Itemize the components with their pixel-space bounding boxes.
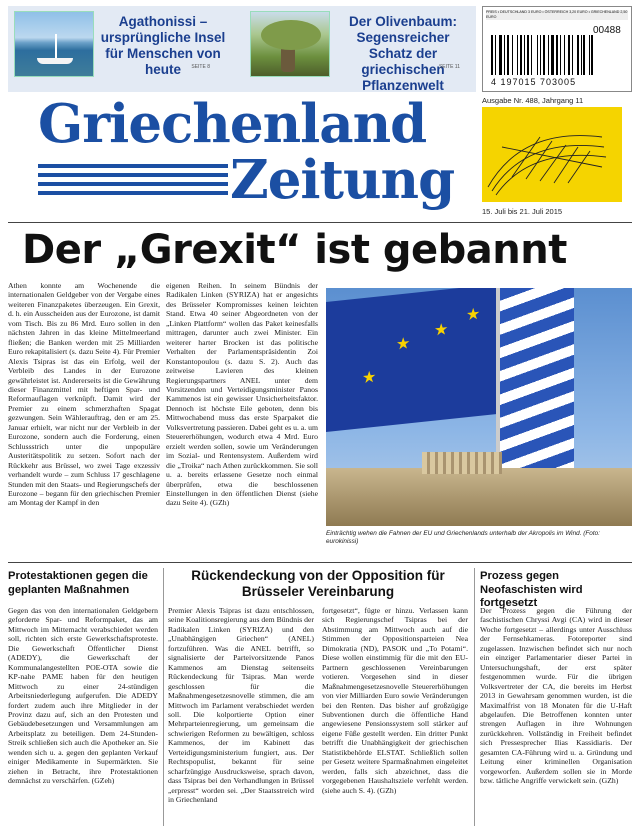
greek-flag xyxy=(500,288,574,488)
issue-number: Ausgabe Nr. 488, Jahrgang 11 xyxy=(482,96,584,105)
barcode-bar xyxy=(537,35,538,75)
photo-caption: Einträchtig wehen die Fahnen der EU und Griechenlands unterhalb der Akropolis im Wind. (Foto: eurokinissi) xyxy=(326,530,600,545)
barcode-top-number: 00488 xyxy=(593,25,621,36)
barcode-bar xyxy=(568,35,570,75)
teaser-title-olive[interactable]: Der Olivenbaum: Segensreicher Schatz der griechischen Pflanzenwelt xyxy=(348,14,458,93)
masthead-griechenland: Griechenland xyxy=(38,93,427,155)
barcode-box xyxy=(482,6,632,92)
barcode-bar xyxy=(527,35,529,75)
barcode-bars xyxy=(491,35,627,75)
acropolis xyxy=(326,468,632,526)
masthead-zeitung: Zeitung xyxy=(230,149,455,211)
eu-flag xyxy=(326,288,516,432)
barcode-bar xyxy=(520,35,522,75)
column-divider xyxy=(163,568,164,826)
barcode-bar xyxy=(531,35,532,75)
masthead-stripe-4 xyxy=(38,191,228,195)
barcode-bar xyxy=(524,35,525,75)
barcode-digits: 4 197015 703005 xyxy=(491,77,577,87)
masthead-stripe-2 xyxy=(38,173,228,177)
issue-date: 15. Juli bis 21. Juli 2015 xyxy=(482,207,563,216)
barcode-bar xyxy=(540,35,541,75)
barcode-bar xyxy=(491,35,493,75)
barcode-bar xyxy=(551,35,554,75)
teaser-ref-olive: SEITE 11 xyxy=(438,64,460,70)
lead-col-2 xyxy=(166,281,318,561)
story-headline-opposition[interactable]: Rückendeckung von der Opposition für Brüsseler Vereinbarung xyxy=(191,568,445,599)
island-photo[interactable] xyxy=(14,11,94,77)
lead-text-1: Athen konnte am Wochenende die internationalen Geldgeber von der Vergabe eines weiteren Finanzpaketes überzeugen. Ein Grexit, d. h. ein Ausscheiden aus der Eurozone, ist damit vom Tisch. Bis zu 86 Mrd. Euro sollen in den nächsten Jahren in das kleine Mittelmeerland fließen; die Banken werden mit 25 Milliarden Euro rekapitalisiert (s. dazu Seite 4). Für Premier Alexis Tsipras ist das ein Erfolg, weil der Verbleib des Landes in der Eurozone gewährleistet ist. Andererseits ist die Gewährung dieser Finanzmittel mit heftigen Spar- und Reformauflagen verknüpft. Damit wird der Premier zu einem schmerzhaften Spagat gezwungen. Sein Wählerauftrag, den er am 25. Januar erhielt, war nicht nur der Verbleib in der Eurozone, sondern auch die Forderung, einen Schlussstrich unter die unpopuläre Austeritätspolitik zu setzen. Sofort nach der Rückkehr aus Brüssel, wo zwei Tage exzessiv verhandelt wurde – zum Schluss 17 geschlagene Stunden mit den Staats- und Regierungschefs der Eurozone – begann für den griechischen Premier am Montag der Kampf in den xyxy=(8,281,160,508)
main-headline[interactable]: Der „Grexit“ ist gebannt xyxy=(22,227,567,273)
barcode-bar xyxy=(499,35,502,75)
barcode-bar xyxy=(548,35,549,75)
barcode-bar xyxy=(589,35,590,75)
barcode-bar xyxy=(583,35,585,75)
masthead-rule xyxy=(8,222,632,223)
column-divider xyxy=(474,568,475,826)
barcode-bar xyxy=(504,35,505,75)
story-text-trial: Der Prozess gegen die Führung der faschistischen Chryssi Avgi (CA) wird in dieser Woche fortgesetzt – allerdings unter Ausschluss der Fernsehkameras. Fotoreporter sind zugelassen. Inzwischen befindet sich nur noch ein einziger Parlamentarier dieser Partei in Untersuchungshaft, der erst später festgenommen wurde. Für die übrigen Volksvertreter der CA, die bereits im Herbst 2013 in Gewahrsam genommen wurden, ist die Maximalfrist von 18 Monaten für die U-Haft abgelaufen. Die Betroffenen konnten unter strengen Auflagen in ihre Wohnungen zurückkehren. Vollständig in Freiheit befindet sich Pressesprecher Ilias Kassidiaris. Der gesamten CA-Führung wird u. a. Gründung und Leitung einer kriminellen Organisation vorgeworfen. Außerdem sollen sie in Morde bzw. tätliche Angriffe verwickelt sein. (GZh) xyxy=(480,606,632,786)
logo-arc-icon xyxy=(482,107,622,202)
barcode-bar xyxy=(512,35,513,75)
section-rule xyxy=(8,562,632,563)
barcode-bar xyxy=(543,35,545,75)
lead-col-1 xyxy=(8,281,160,561)
barcode-bar xyxy=(560,35,561,75)
price-line: PREIS • DEUTSCHLAND 3 EURO • ÖSTERREICH 3,20 EURO • GRIECHENLAND 2,50 EURO xyxy=(486,10,628,19)
barcode-bar xyxy=(591,35,593,75)
story-headline-protest[interactable]: Protestaktionen gegen die geplanten Maßnahmen xyxy=(8,570,148,596)
star-icon: ★ xyxy=(362,368,377,388)
star-icon: ★ xyxy=(396,335,411,354)
barcode-bar xyxy=(507,35,509,75)
teaser-title-island[interactable]: Agathonissi – ursprüngliche Insel für Menschen von heute xyxy=(100,14,226,77)
olive-tree-photo[interactable] xyxy=(250,11,330,77)
star-icon: ★ xyxy=(434,321,449,340)
barcode-bar xyxy=(556,35,558,75)
barcode-bar xyxy=(577,35,579,75)
story-text-opposition-2: fortgesetzt“, fügte er hinzu. Verlassen kann sich Regierungschef Tsipras bei der Abstimmung am Mittwoch auch auf die Stimmen der Oppositionsparteien Nea Dimokratia (ND), PASOK und „To Potami“. Diese wollen einstimmig für die mit den EU-Partnern geschlossenen Vereinbarungen votieren. Vorgesehen sind in dieser Maßnahmengesetzesnovelle Steuererhöhungen von vier Milliarden Euro sowie Veränderungen bei den Renten. Das bisher auf großzügige Subventionen durch die öffentliche Hand angewiesene Pensionssystem soll stärker auf eigene Füße gestellt werden. Ein dritter Punkt betrifft die Unabhängigkeit der griechischen Statistikbehörde ELSTAT. Schließlich sollen per Gesetz weitere Sparmaßnahmen eingeleitet werden, falls sich abzeichnet, dass die vorgegebenen Haushaltsziele verfehlt werden. (siehe auch S. 4). (GZh) xyxy=(322,606,468,795)
barcode-bar xyxy=(517,35,518,75)
star-icon: ★ xyxy=(466,305,481,325)
flags-photo[interactable] xyxy=(326,288,632,526)
teaser-ref-island: SEITE 8 xyxy=(191,64,210,70)
masthead-stripe-3 xyxy=(38,182,228,186)
story-text-protest: Gegen das von den internationalen Geldgebern geforderte Spar- und Reformpaket, das am Mittwoch im Mittemacht verabschiedet werden soll, richten sich erste Gewerkschaftsproteste. Die Gewerkschaft Öffentlicher Dienst (ADEDY), die Gewerkschaft der Kommunalangestellten POE-OTA sowie die KP-nahe PAME haben für den heutigen Mittwoch zu einer 24-stündigen Arbeitsniederlegung aufgerufen. Die ADEDY fordert zudem auch ihre Mitglieder in der Provinz dazu auf, sich an den Protesten und Gebäudebesetzungen und Versammlungen am Arbeitsplatz zu beteiligen. Dem 24-Stunden-Streik schließen sich auch die Apotheker an. Sie wenden sich u. a. gegen den geplanten Verkauf einiger Medikamente in Supermärkten. Sie ziehen in Betracht, ihre Protestaktionen demnächst zu verschärfen. (GZeh) xyxy=(8,606,158,786)
story-headline-trial[interactable]: Prozess gegen Neofaschisten wird fortgesetzt xyxy=(480,570,583,609)
story-text-opposition-1: Premier Alexis Tsipras ist dazu entschlossen, seine Koalitionsregierung aus dem Bündnis der Radikalen Linken (SYRIZA) und den „Unabhängigen Griechen“ (ANEL) fortzuführen. Was die ANEL betrifft, so signalisierte der Parteivorsitzende Panos Kammenos am Dienstag seitenseits Rückendeckung für Tsipras. Man werde geschlossen für die Maßnahmengesetzesnovelle stimmen, die am Mittwoch im Parlament verabschiedet werden soll. Die kolportierte Option einer Mehrparteienregierung, um gemeinsam die schwierigen Reformen zu bewältigen, schloss Kammenos, der im Kabinett das Verteidigungsministerium fungiert, aus. Der Rechtspopulist, bekannt für seine scharfzüngige Ausdrucksweise, sprach davon, dass Tsipras bei den Verhandlungen in Brüssel „erpresst“ worden sei. „Der Staatsstreich wird in Griechenland xyxy=(168,606,314,805)
masthead-stripe-1 xyxy=(38,164,228,168)
barcode-bar xyxy=(564,35,565,75)
lead-text-2: eigenen Reihen. In seinem Bündnis der Radikalen Linken (SYRIZA) hat er angesichts des Brüsseler Kompromisses keinen leichten Stand. Etwa 40 seiner Abgeordneten von der „Linken Plattform“ wollen das Paket keinesfalls mittragen, darunter auch zwei Minister. Ein weiterer harter Brocken ist das politische Verhalten der Parlamentspräsidentin Zoi Konstantopoulou (s. dazu S. 2). Auch das zeitweise Lavieren des kleinen Regierungspartners ANEL unter dem Vorsitzenden und Verteidigungsminister Panos Kammenos ist ein gewisser Unsicherheitsfaktor. Dennoch ist höchste Eile geboten, denn bis Mittwochabend muss das erste Sparpaket die Volksvertretung passieren. Dabei geht es u. a. um Steuererhöhungen, wodurch etwa 4 Mrd. Euro erzielt werden sollen, sowie um Veränderungen im Sozial- und Rentensystem. Außerdem wird die „Troika“ nach Athen zurückkommen. Sie soll u. a. bereits erlassene Gesetze noch einmal überprüfen, etwa die beschlossenen Einstellungen in den öffentlichen Dienst (siehe dazu Seite 4). (GZh) xyxy=(166,281,318,508)
barcode-bar xyxy=(572,35,573,75)
barcode-bar xyxy=(495,35,496,75)
barcode-bar xyxy=(581,35,582,75)
logo-graphic xyxy=(482,107,622,202)
